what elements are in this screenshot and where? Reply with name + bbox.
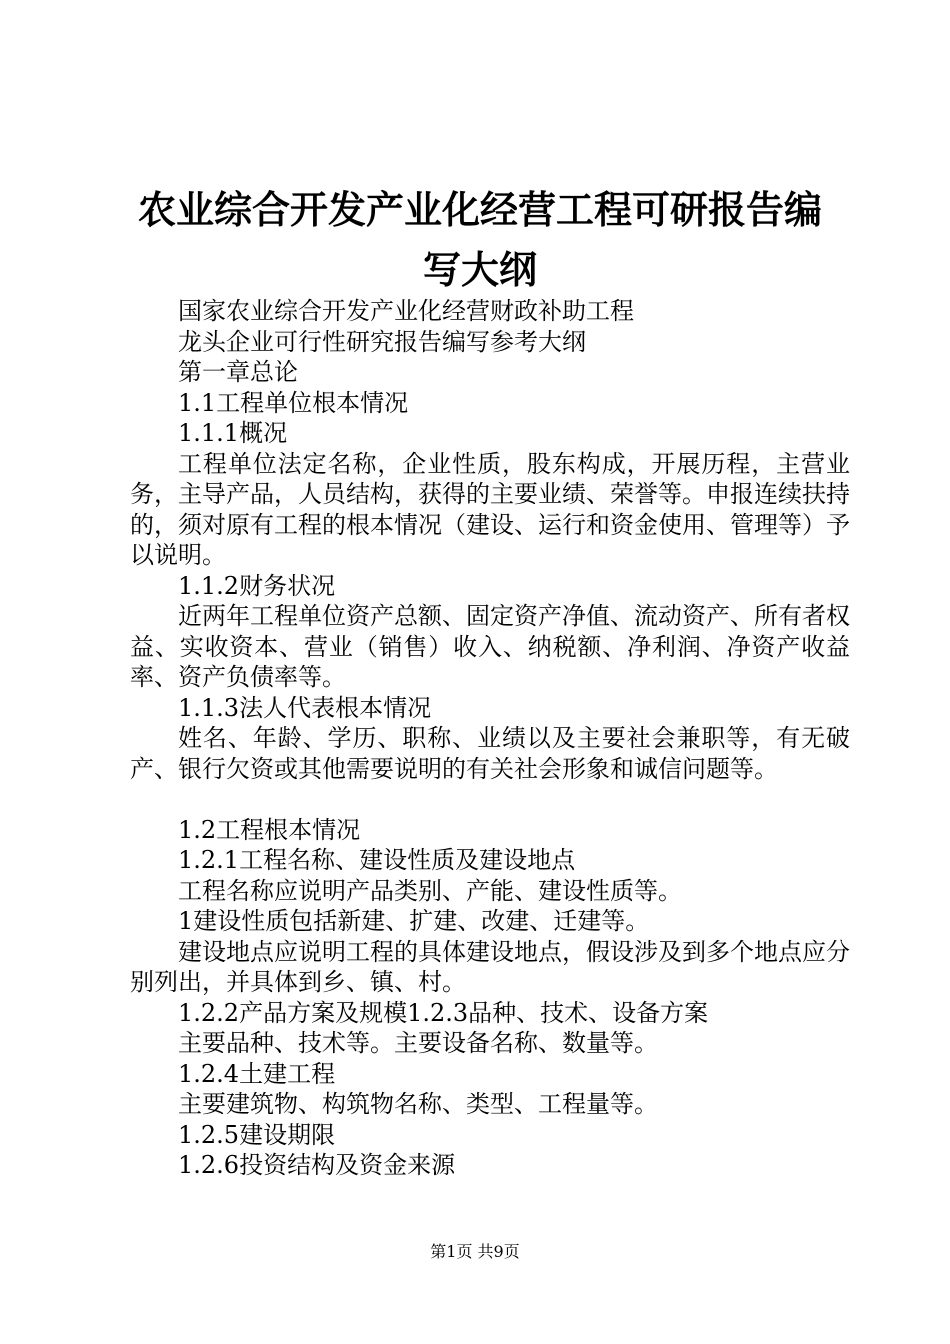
subsection-heading: 1.2.1工程名称、建设性质及建设地点 <box>178 846 576 874</box>
paragraph: 国家农业综合开发产业化经营财政补助工程 <box>178 297 634 325</box>
subsection-heading: 1.2.4土建工程 <box>178 1059 336 1088</box>
subsection-heading: 1.1.2财务状况 <box>178 571 336 600</box>
paragraph: 工程名称应说明产品类别、产能、建设性质等。 <box>178 876 682 905</box>
paragraph: 姓名、年龄、学历、职称、业绩以及主要社会兼职等，有无破产、银行欠资或其他需要说明的有关社会形象和诚信问题等。 <box>130 724 850 783</box>
document-title: 农业综合开发产业化经营工程可研报告编写大纲 <box>137 188 822 292</box>
paragraph: 主要品种、技术等。主要设备名称、数量等。 <box>178 1029 658 1057</box>
paragraph: 近两年工程单位资产总额、固定资产净值、流动资产、所有者权益、实收资本、营业（销售）收入、纳税额、净利润、净资产收益率、资产负债率等。 <box>130 602 850 691</box>
paragraph: 建设地点应说明工程的具体建设地点，假设涉及到多个地点应分别列出，并具体到乡、镇、村。 <box>130 937 850 996</box>
blank-line <box>130 784 850 815</box>
paragraph: 工程单位法定名称，企业性质，股东构成，开展历程，主营业务，主导产品，人员结构，获得的主要业绩、荣誉等。申报连续扶持的，须对原有工程的根本情况（建设、运行和资金使用、管理等）予以说明。 <box>130 449 850 569</box>
paragraph: 龙头企业可行性研究报告编写参考大纲 <box>178 327 586 356</box>
paragraph: 主要建筑物、构筑物名称、类型、工程量等。 <box>178 1090 658 1118</box>
page-footer: 第1页 共9页 <box>430 1242 520 1261</box>
subsection-heading: 1.1.3法人代表根本情况 <box>178 693 432 722</box>
subsection-heading: 1.2.2产品方案及规模1.2.3品种、技术、设备方案 <box>178 998 709 1027</box>
section-heading: 1.1工程单位根本情况 <box>178 388 409 417</box>
paragraph: 1建设性质包括新建、扩建、改建、迁建等。 <box>178 907 650 935</box>
subsection-heading: 1.1.1概况 <box>178 419 288 447</box>
chapter-heading: 第一章总论 <box>178 358 298 386</box>
section-heading: 1.2工程根本情况 <box>178 815 361 844</box>
document-body <box>130 296 850 1181</box>
subsection-heading: 1.2.5建设期限 <box>178 1120 336 1149</box>
subsection-heading: 1.2.6投资结构及资金来源 <box>178 1151 456 1179</box>
